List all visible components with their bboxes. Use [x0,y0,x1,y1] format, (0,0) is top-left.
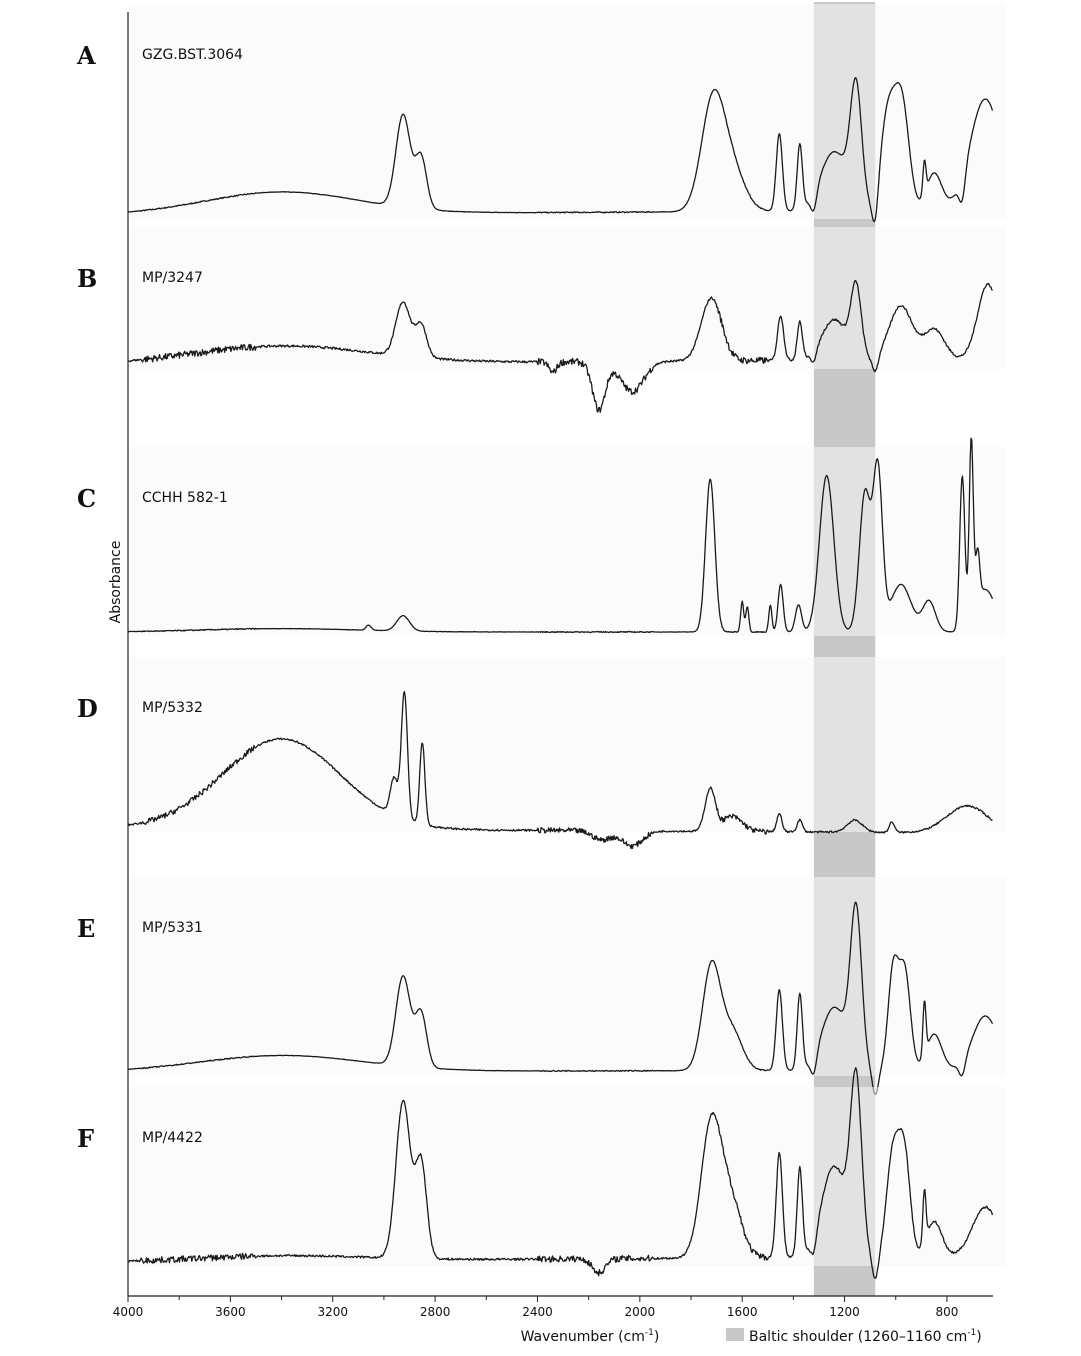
x-tick-label: 4000 [112,1305,144,1319]
sample-label: GZG.BST.3064 [142,47,243,63]
sample-label: MP/5332 [142,700,203,716]
panel-background [129,4,1006,219]
panel-a [76,4,1006,222]
sample-label: CCHH 582-1 [142,490,228,506]
panel-background [129,877,1006,1076]
legend-swatch [726,1328,744,1341]
legend-label-close: ) [976,1329,982,1345]
panel-letter: C [77,484,97,513]
panel-letter: D [77,694,98,723]
legend [726,1328,982,1345]
x-axis-label-superscript: -1 [644,1328,654,1338]
sample-label: MP/5331 [142,920,203,936]
panel-e [77,877,1006,1094]
x-tick-label: 1200 [829,1305,860,1319]
panel-letter: E [77,914,96,943]
panel-letter: A [77,41,96,70]
x-tick-label: 2400 [522,1305,553,1319]
panel-f [77,1068,1006,1278]
panel-c [77,438,1006,636]
sample-label: MP/4422 [142,1130,203,1146]
panel-letter: B [77,264,98,293]
x-tick-label: 2800 [419,1305,451,1319]
x-tick-label: 800 [935,1305,959,1319]
y-axis-label: Absorbance [108,540,124,624]
x-axis-label-close: ) [653,1329,660,1345]
legend-label [749,1328,982,1345]
legend-label-text: Baltic shoulder (1260–1160 cm [749,1329,968,1345]
panel-background [129,1087,1006,1266]
x-tick-label: 3200 [317,1305,349,1319]
sample-label: MP/3247 [142,270,203,286]
x-axis-label-text: Wavenumber (cm [520,1329,645,1345]
panel-d [77,657,1006,849]
panel-letter: F [77,1124,95,1153]
x-tick-label: 2000 [624,1305,656,1319]
x-tick-label: 1600 [726,1305,758,1319]
legend-label-superscript: -1 [967,1328,977,1338]
x-axis-label [521,1328,660,1345]
x-tick-label: 3600 [215,1305,246,1319]
